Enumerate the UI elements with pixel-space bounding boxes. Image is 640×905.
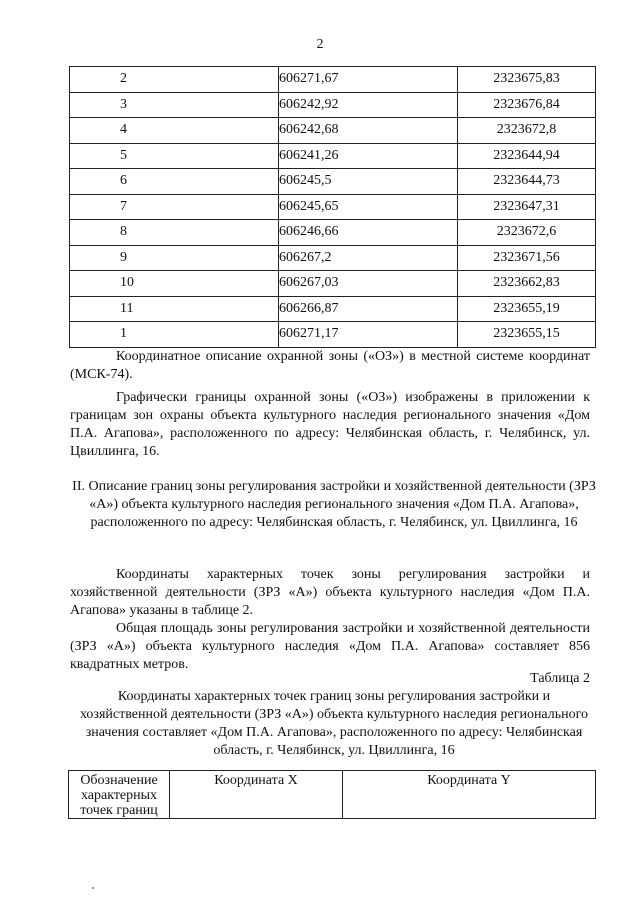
coordinate-y-cell: 2323672,8 [458, 118, 596, 144]
table-row [70, 92, 596, 118]
table-row [70, 322, 596, 348]
coordinate-y-cell: 2323672,6 [458, 220, 596, 246]
point-number-cell: 11 [70, 296, 279, 322]
coordinate-y-cell: 2323655,19 [458, 296, 596, 322]
table-caption: Координаты характерных точек границ зоны регулирования застройки и хозяйственной деятельности (ЗРЗ «А») объекта культурного наследия регионального значения составляет «Дом П.А. Агапова», расположенного по адресу: Челябинская область, г. Челябинск, ул. Цвиллинга, 16 [79, 689, 589, 758]
table2-header [68, 770, 596, 819]
point-number-cell: 4 [70, 118, 279, 144]
section-heading: II. Описание границ зоны регулирования застройки и хозяйственной деятельности (ЗРЗ «А») объекта культурного наследия регионального значения «Дом П.А. Агапова», расположенного по адресу: Челябинская область, г. Челябинск, ул. Цвиллинга, 16 [72, 479, 596, 530]
table-row [70, 220, 596, 246]
coordinate-y-cell: 2323671,56 [458, 245, 596, 271]
point-number-cell: 6 [70, 169, 279, 195]
scan-speck [92, 887, 94, 889]
table-label: Таблица 2 [530, 671, 590, 686]
coordinates-table [69, 66, 596, 348]
paragraph-total-area: Общая площадь зоны регулирования застройки и хозяйственной деятельности (ЗРЗ «А») объекта культурного наследия «Дом П.А. Агапова» составляет 856 квадратных метров. [70, 621, 590, 672]
paragraph-coordinate-description: Координатное описание охранной зоны («ОЗ») в местной системе координат (МСК-74). [70, 349, 590, 382]
coordinate-x-cell: 606241,26 [279, 143, 458, 169]
coordinate-x-cell: 606271,67 [279, 67, 458, 93]
coordinate-x-cell: 606246,66 [279, 220, 458, 246]
coordinate-y-cell: 2323675,83 [458, 67, 596, 93]
table-row [70, 296, 596, 322]
coordinate-x-cell: 606245,65 [279, 194, 458, 220]
point-number-cell: 3 [70, 92, 279, 118]
table-row [70, 245, 596, 271]
coordinate-x-cell: 606267,03 [279, 271, 458, 297]
paragraph-coordinates-reference: Координаты характерных точек зоны регулирования застройки и хозяйственной деятельности (ЗРЗ «А») объекта культурного наследия «Дом П.А. Агапова» указаны в таблице 2. [70, 567, 590, 618]
point-number-cell: 10 [70, 271, 279, 297]
coordinate-y-cell: 2323655,15 [458, 322, 596, 348]
table-row [70, 118, 596, 144]
coordinate-x-cell: 606242,68 [279, 118, 458, 144]
point-number-cell: 8 [70, 220, 279, 246]
coordinate-x-cell: 606242,92 [279, 92, 458, 118]
coordinate-x-cell: 606271,17 [279, 322, 458, 348]
coordinate-x-cell: 606267,2 [279, 245, 458, 271]
coordinate-x-cell: 606245,5 [279, 169, 458, 195]
table-row [70, 67, 596, 93]
point-number-cell: 9 [70, 245, 279, 271]
coordinate-y-cell: 2323644,94 [458, 143, 596, 169]
table-row [70, 271, 596, 297]
coordinate-x-cell: 606266,87 [279, 296, 458, 322]
table-row [70, 169, 596, 195]
point-number-cell: 2 [70, 67, 279, 93]
table-row [70, 143, 596, 169]
coordinate-y-cell: 2323647,31 [458, 194, 596, 220]
coordinate-y-cell: 2323644,73 [458, 169, 596, 195]
header-coordinate-y: Координата Y [343, 771, 596, 819]
page-number: 2 [316, 37, 324, 52]
header-point-designation: Обозначение характерных точек границ [69, 771, 170, 819]
paragraph-graphic-boundaries: Графически границы охранной зоны («ОЗ») изображены в приложении к границам зон охраны объекта культурного наследия регионального значения «Дом П.А. Агапова», расположенного по адресу: Челябинская область, г. Челябинск, ул. Цвиллинга, 16. [70, 390, 590, 459]
coordinate-y-cell: 2323662,83 [458, 271, 596, 297]
point-number-cell: 5 [70, 143, 279, 169]
header-coordinate-x: Координата X [170, 771, 343, 819]
coordinate-y-cell: 2323676,84 [458, 92, 596, 118]
point-number-cell: 7 [70, 194, 279, 220]
point-number-cell: 1 [70, 322, 279, 348]
table-row [70, 194, 596, 220]
